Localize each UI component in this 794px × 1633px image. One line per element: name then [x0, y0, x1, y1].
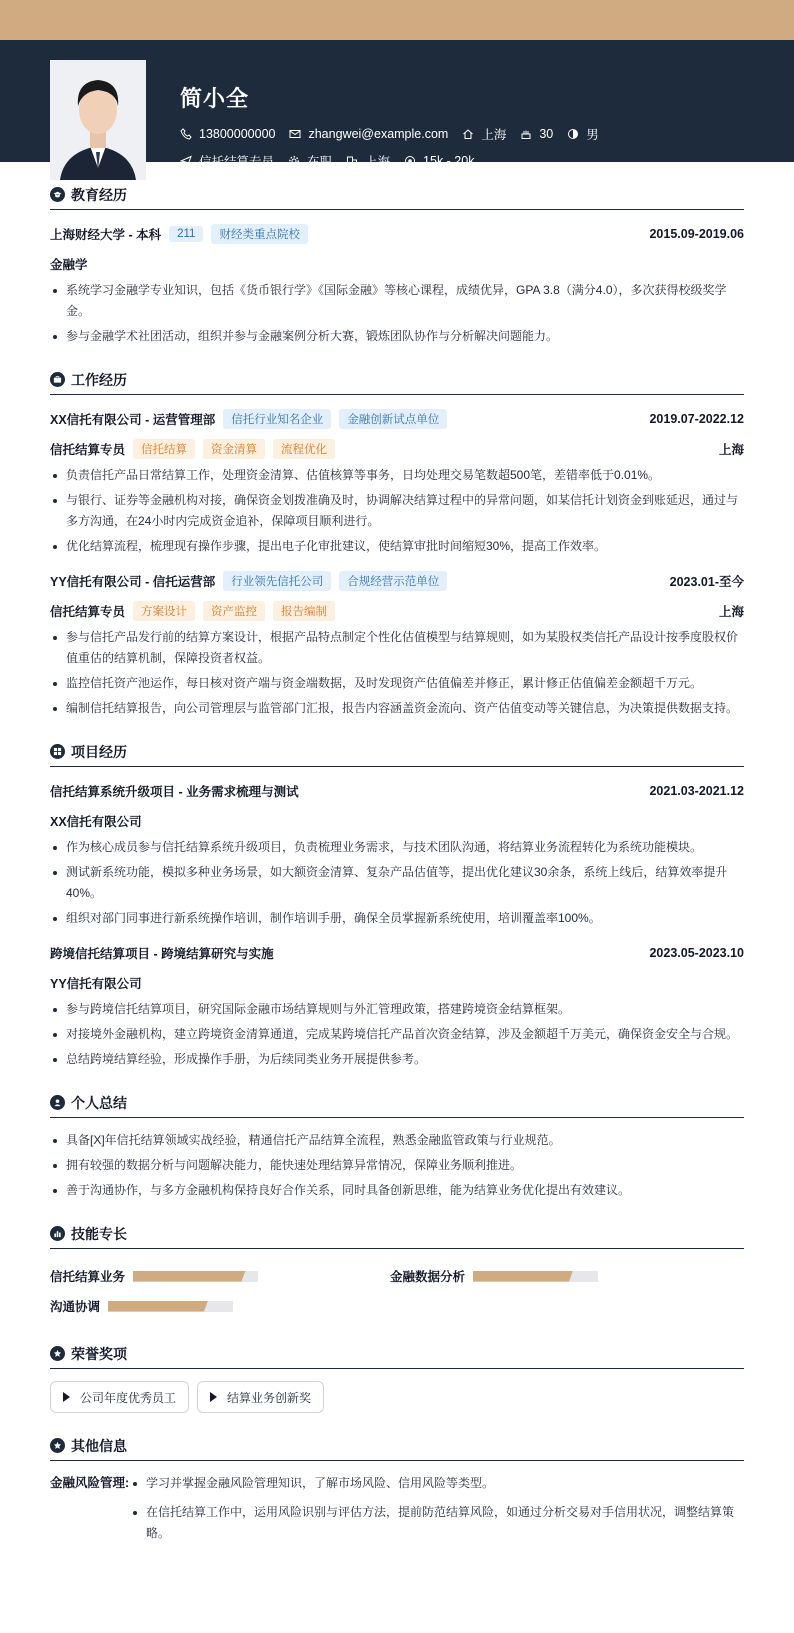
award-label: 结算业务创新奖 [227, 1390, 312, 1405]
section-heading: 项目经历 [71, 743, 127, 760]
list-item: 作为核心成员参与信托结算系统升级项目，负责梳理业务需求，与技术团队沟通，将结算业务流程转化为系统功能模块。 [50, 837, 744, 858]
project-title: 信托结算系统升级项目 - 业务需求梳理与测试 [50, 785, 299, 799]
projects-section-title [50, 737, 744, 767]
work-bullets [50, 627, 744, 719]
award-icon [50, 1346, 65, 1361]
resume-header [0, 40, 794, 169]
status-value: 在职 [307, 155, 333, 169]
list-item: 参与跨境信托结算项目，研究国际金融市场结算规则与外汇管理政策，搭建跨境资金结算框架。 [50, 999, 744, 1020]
skill-row [50, 1291, 744, 1321]
user-icon [50, 1095, 65, 1110]
triangle-right-icon [63, 1392, 70, 1402]
education-bullets [50, 280, 744, 347]
company-name: YY信托有限公司 - 信托运营部 [50, 575, 216, 589]
skill-bar [133, 1271, 258, 1282]
section-heading: 荣誉奖项 [71, 1345, 127, 1362]
section-heading: 个人总结 [71, 1094, 127, 1111]
info-icon [50, 1438, 65, 1453]
home-icon [462, 128, 474, 140]
company-tag: 合规经营示范单位 [339, 571, 447, 591]
age-item [520, 127, 553, 141]
skill-name: 金融数据分析 [390, 1270, 466, 1284]
list-item: 与银行、证券等金融机构对接，确保资金划拨准确及时，协调解决结算过程中的异常问题，如某信托计划资金到账延迟，通过与多方沟通，在24小时内完成资金追补，保障项目顺利进行。 [50, 490, 744, 532]
skill-tag: 报告编制 [273, 601, 335, 621]
list-item: 善于沟通协作，与多方金融机构保持良好合作关系，同时具备创新思维，能为结算业务优化提出有效建议。 [50, 1180, 744, 1201]
job-title-value: 信托结算专员 [199, 155, 275, 169]
skill-tag: 信托结算 [133, 439, 195, 459]
project-icon [50, 744, 65, 759]
skill-item [390, 1267, 730, 1285]
cake-icon [520, 128, 532, 140]
gender-icon [567, 128, 579, 140]
award-label: 公司年度优秀员工 [80, 1390, 177, 1405]
skill-name: 沟通协调 [50, 1300, 101, 1314]
skill-tag: 方案设计 [133, 601, 195, 621]
award-chip [197, 1381, 324, 1413]
work-location: 上海 [718, 443, 744, 457]
school-tag: 211 [169, 226, 203, 242]
company-name: XX信托有限公司 - 运营管理部 [50, 413, 216, 427]
work-entry-header [50, 571, 744, 591]
company-tag: 信托行业知名企业 [223, 409, 331, 429]
gender-value: 男 [586, 128, 599, 142]
work-role-row [50, 439, 744, 459]
email-value: zhangwei@example.com [308, 127, 449, 141]
school-tag: 财经类重点院校 [211, 224, 308, 244]
job-role: 信托结算专员 [50, 443, 126, 457]
salary-value: 15k - 20k [423, 154, 475, 168]
list-item: 负责信托产品日常结算工作，处理资金清算、估值核算等事务，日均处理交易笔数超500笔，差错率低于0.01%。 [50, 465, 744, 486]
section-heading: 技能专长 [71, 1225, 127, 1242]
skill-bar [473, 1271, 598, 1282]
email-item [289, 127, 448, 141]
list-item: 编制信托结算报告，向公司管理层与监管部门汇报，报告内容涵盖资金流向、资产估值变动等关键信息，为决策提供数据支持。 [50, 698, 744, 719]
list-item: 拥有较强的数据分析与问题解决能力，能快速处理结算异常情况，保障业务顺利推进。 [50, 1155, 744, 1176]
project-title: 跨境信托结算项目 - 跨境结算研究与实施 [50, 947, 274, 961]
bar-chart-icon [50, 1226, 65, 1241]
skill-tag: 资产监控 [203, 601, 265, 621]
skill-bar-fill [108, 1301, 208, 1312]
list-item: 监控信托资产池运作，每日核对资产端与资金端数据，及时发现资产估值偏差并修正，累计修正估值偏差金额超千万元。 [50, 673, 744, 694]
education-major-row [50, 254, 744, 274]
other-info-row [50, 1473, 744, 1552]
skill-name: 信托结算业务 [50, 1270, 126, 1284]
major: 金融学 [50, 258, 88, 272]
triangle-right-icon [210, 1392, 217, 1402]
age-value: 30 [539, 127, 554, 141]
phone-value: 13800000000 [199, 127, 276, 141]
phone-icon [180, 128, 192, 140]
hometown-item [462, 125, 506, 143]
skill-item [50, 1297, 390, 1315]
skill-bar-fill [473, 1271, 573, 1282]
other-section-title [50, 1431, 744, 1461]
project-entry-header [50, 943, 744, 963]
work-entry-header [50, 409, 744, 429]
project-entry-header [50, 781, 744, 801]
work-role-row [50, 601, 744, 621]
award-chip [50, 1381, 189, 1413]
skill-bar-fill [133, 1271, 246, 1282]
list-item: 组织对部门同事进行新系统操作培训，制作培训手册，确保全员掌握新系统使用，培训覆盖率100%。 [50, 908, 744, 929]
skill-bar [108, 1301, 233, 1312]
project-company: XX信托有限公司 [50, 815, 142, 829]
city-value: 上海 [365, 155, 391, 169]
candidate-name: 简小全 [180, 86, 250, 111]
resume-body [50, 162, 744, 1552]
list-item: 对接境外金融机构，建立跨境资金清算通道，完成某跨境信托产品首次资金结算，涉及金额超千万美元，确保资金安全与合规。 [50, 1024, 744, 1045]
company-tag: 行业领先信托公司 [223, 571, 331, 591]
skill-item [50, 1267, 390, 1285]
contact-row [180, 125, 613, 143]
project-bullets [50, 999, 744, 1070]
awards-section-title [50, 1339, 744, 1369]
job-role: 信托结算专员 [50, 605, 126, 619]
mail-icon [289, 128, 301, 140]
header-accent-band [0, 0, 794, 40]
list-item: 总结跨境结算经验，形成操作手册，为后续同类业务开展提供参考。 [50, 1049, 744, 1070]
skills-section-title [50, 1219, 744, 1249]
awards-list [50, 1381, 744, 1413]
work-date: 2019.07-2022.12 [649, 412, 744, 426]
work-date: 2023.01-至今 [669, 575, 744, 589]
skill-row [50, 1261, 744, 1291]
project-date: 2023.05-2023.10 [649, 946, 744, 960]
graduation-cap-icon [50, 187, 65, 202]
list-item: 在信托结算工作中，运用风险识别与评估方法，提前防范结算风险，如通过分析交易对手信用状况，调整结算策略。 [130, 1502, 744, 1544]
summary-section-title [50, 1088, 744, 1118]
section-heading: 工作经历 [71, 371, 127, 388]
work-section-title [50, 365, 744, 395]
skill-tag: 流程优化 [273, 439, 335, 459]
phone-item [180, 127, 275, 141]
work-location: 上海 [718, 605, 744, 619]
education-entry-header [50, 224, 744, 244]
briefcase-icon [50, 372, 65, 387]
company-tag: 金融创新试点单位 [339, 409, 447, 429]
skills-list [50, 1261, 744, 1321]
list-item: 参与信托产品发行前的结算方案设计，根据产品特点制定个性化估值模型与结算规则，如为某股权类信托产品设计按季度股权价值重估的结算机制，保障投资者权益。 [50, 627, 744, 669]
hometown-value: 上海 [481, 128, 507, 142]
education-section-title [50, 180, 744, 210]
project-company-row [50, 811, 744, 831]
gender-item [567, 125, 599, 143]
other-label: 金融风险管理: [50, 1476, 130, 1490]
school-name: 上海财经大学 - 本科 [50, 228, 162, 242]
project-company-row [50, 973, 744, 993]
list-item: 测试新系统功能，模拟多种业务场景，如大额资金清算、复杂产品估值等，提出优化建议30余条，系统上线后，结算效率提升40%。 [50, 862, 744, 904]
section-heading: 教育经历 [71, 186, 127, 203]
project-bullets [50, 837, 744, 929]
education-date: 2015.09-2019.06 [649, 227, 744, 241]
skill-tag: 资金清算 [203, 439, 265, 459]
work-bullets [50, 465, 744, 557]
list-item: 学习并掌握金融风险管理知识，了解市场风险、信用风险等类型。 [130, 1473, 744, 1494]
summary-bullets [50, 1130, 744, 1201]
list-item: 优化结算流程，梳理现有操作步骤，提出电子化审批建议，使结算审批时间缩短30%，提高工作效率。 [50, 536, 744, 557]
other-bullets [130, 1473, 744, 1544]
list-item: 具备[X]年信托结算领域实战经验，精通信托产品结算全流程，熟悉金融监管政策与行业规范。 [50, 1130, 744, 1151]
list-item: 参与金融学术社团活动，组织并参与金融案例分析大赛，锻炼团队协作与分析解决问题能力。 [50, 326, 744, 347]
section-heading: 其他信息 [71, 1437, 127, 1454]
list-item: 系统学习金融学专业知识，包括《货币银行学》《国际金融》等核心课程，成绩优异，GPA 3.8（满分4.0），多次获得校级奖学金。 [50, 280, 744, 322]
project-date: 2021.03-2021.12 [649, 784, 744, 798]
project-company: YY信托有限公司 [50, 977, 142, 991]
